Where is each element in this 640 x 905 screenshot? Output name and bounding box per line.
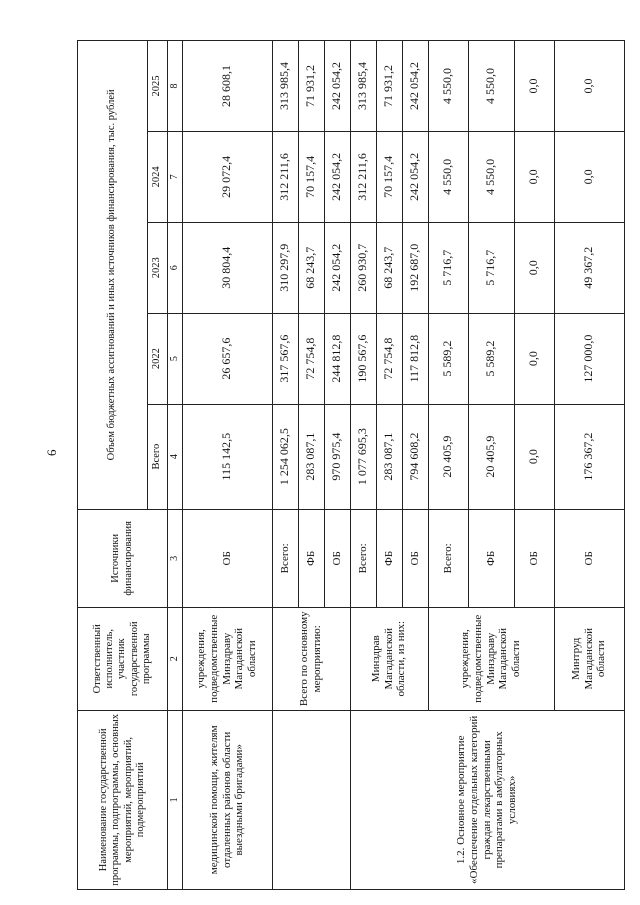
value-cell: 29 072,4 xyxy=(182,131,272,222)
value-cell: 283 087,1 xyxy=(298,404,324,509)
value-cell: 313 985,4 xyxy=(350,41,376,132)
value-cell: 68 243,7 xyxy=(376,222,402,313)
value-cell: 0,0 xyxy=(554,131,624,222)
row-source: Всего: xyxy=(350,509,376,607)
col-number: 4 xyxy=(168,404,183,509)
table-row xyxy=(350,41,376,890)
row-executor: учреждения, подведомственные Минздраву Магаданской области xyxy=(428,607,554,710)
value-cell: 176 367,2 xyxy=(554,404,624,509)
col-number: 6 xyxy=(168,222,183,313)
row-name: медицинской помощи, жителям отдаленных районов области выездными бригадами» xyxy=(182,710,272,889)
budget-table xyxy=(77,40,625,890)
value-cell: 70 157,4 xyxy=(298,131,324,222)
value-cell: 283 087,1 xyxy=(376,404,402,509)
header-funding-group: Объем бюджетных ассигнований и иных источников финансирования, тыс. рублей xyxy=(78,41,148,510)
value-cell: 244 812,8 xyxy=(324,313,350,404)
header-executor: Ответственный исполнитель, участник государственной программы xyxy=(78,607,168,710)
value-cell: 115 142,5 xyxy=(182,404,272,509)
value-cell: 20 405,9 xyxy=(468,404,514,509)
value-cell: 1 254 062,5 xyxy=(272,404,298,509)
row-source: ОБ xyxy=(182,509,272,607)
value-cell: 5 716,7 xyxy=(468,222,514,313)
value-cell: 242 054,2 xyxy=(324,41,350,132)
value-cell: 4 550,0 xyxy=(428,41,468,132)
value-cell: 26 657,6 xyxy=(182,313,272,404)
header-name: Наименование государственной программы, подпрограммы, основных мероприятий, мероприятий, подмероприятий xyxy=(78,710,168,889)
value-cell: 242 054,2 xyxy=(402,41,428,132)
row-executor: Всего по основному мероприятию: xyxy=(272,607,350,710)
col-number: 2 xyxy=(168,607,183,710)
value-cell: 28 608,1 xyxy=(182,41,272,132)
value-cell: 242 054,2 xyxy=(402,131,428,222)
value-cell: 0,0 xyxy=(514,404,554,509)
col-number: 3 xyxy=(168,509,183,607)
value-cell: 970 975,4 xyxy=(324,404,350,509)
value-cell: 0,0 xyxy=(554,41,624,132)
value-cell: 4 550,0 xyxy=(468,131,514,222)
value-cell: 49 367,2 xyxy=(554,222,624,313)
col-number: 5 xyxy=(168,313,183,404)
value-cell: 0,0 xyxy=(514,131,554,222)
value-cell: 242 054,2 xyxy=(324,222,350,313)
value-cell: 1 077 695,3 xyxy=(350,404,376,509)
header-source: Источники финансирования xyxy=(78,509,168,607)
col-number: 7 xyxy=(168,131,183,222)
table-row xyxy=(182,41,272,890)
value-cell: 312 211,6 xyxy=(350,131,376,222)
row-source: ФБ xyxy=(468,509,514,607)
value-cell: 310 297,9 xyxy=(272,222,298,313)
row-executor: учреждения, подведомственные Минздраву Магаданской области xyxy=(182,607,272,710)
value-cell: 312 211,6 xyxy=(272,131,298,222)
col-number: 1 xyxy=(168,710,183,889)
value-cell: 260 930,7 xyxy=(350,222,376,313)
value-cell: 242 054,2 xyxy=(324,131,350,222)
value-cell: 0,0 xyxy=(514,41,554,132)
value-cell: 5 589,2 xyxy=(468,313,514,404)
value-cell: 0,0 xyxy=(514,222,554,313)
value-cell: 0,0 xyxy=(514,313,554,404)
value-cell: 4 550,0 xyxy=(468,41,514,132)
row-source: ОБ xyxy=(514,509,554,607)
page-number: 6 xyxy=(44,449,59,456)
row-executor: Минтруд Магаданской области xyxy=(554,607,624,710)
rotated-table-wrapper xyxy=(77,40,622,890)
row-executor: Минздрав Магаданской области, из них: xyxy=(350,607,428,710)
row-source: Всего: xyxy=(428,509,468,607)
table-row xyxy=(272,41,298,890)
value-cell: 794 608,2 xyxy=(402,404,428,509)
row-source: Всего: xyxy=(272,509,298,607)
row-name: 1.2. Основное мероприятие «Обеспечение отдельных категорий граждан лекарственными препаратами в амбулаторных условиях» xyxy=(350,710,624,889)
value-cell: 317 567,6 xyxy=(272,313,298,404)
row-name-empty xyxy=(272,710,350,889)
value-cell: 192 687,0 xyxy=(402,222,428,313)
value-cell: 72 754,8 xyxy=(376,313,402,404)
col-number: 8 xyxy=(168,41,183,132)
value-cell: 71 931,2 xyxy=(298,41,324,132)
row-source: ФБ xyxy=(376,509,402,607)
value-cell: 72 754,8 xyxy=(298,313,324,404)
row-source: ФБ xyxy=(298,509,324,607)
row-source: ОБ xyxy=(402,509,428,607)
header-total: Всего xyxy=(148,404,168,509)
value-cell: 127 000,0 xyxy=(554,313,624,404)
header-year-2022: 2022 xyxy=(148,313,168,404)
value-cell: 313 985,4 xyxy=(272,41,298,132)
value-cell: 5 716,7 xyxy=(428,222,468,313)
value-cell: 117 812,8 xyxy=(402,313,428,404)
header-year-2024: 2024 xyxy=(148,131,168,222)
row-source: ОБ xyxy=(324,509,350,607)
value-cell: 70 157,4 xyxy=(376,131,402,222)
value-cell: 71 931,2 xyxy=(376,41,402,132)
row-source: ОБ xyxy=(554,509,624,607)
value-cell: 20 405,9 xyxy=(428,404,468,509)
value-cell: 190 567,6 xyxy=(350,313,376,404)
header-year-2023: 2023 xyxy=(148,222,168,313)
value-cell: 30 804,4 xyxy=(182,222,272,313)
value-cell: 68 243,7 xyxy=(298,222,324,313)
header-year-2025: 2025 xyxy=(148,41,168,132)
value-cell: 4 550,0 xyxy=(428,131,468,222)
value-cell: 5 589,2 xyxy=(428,313,468,404)
